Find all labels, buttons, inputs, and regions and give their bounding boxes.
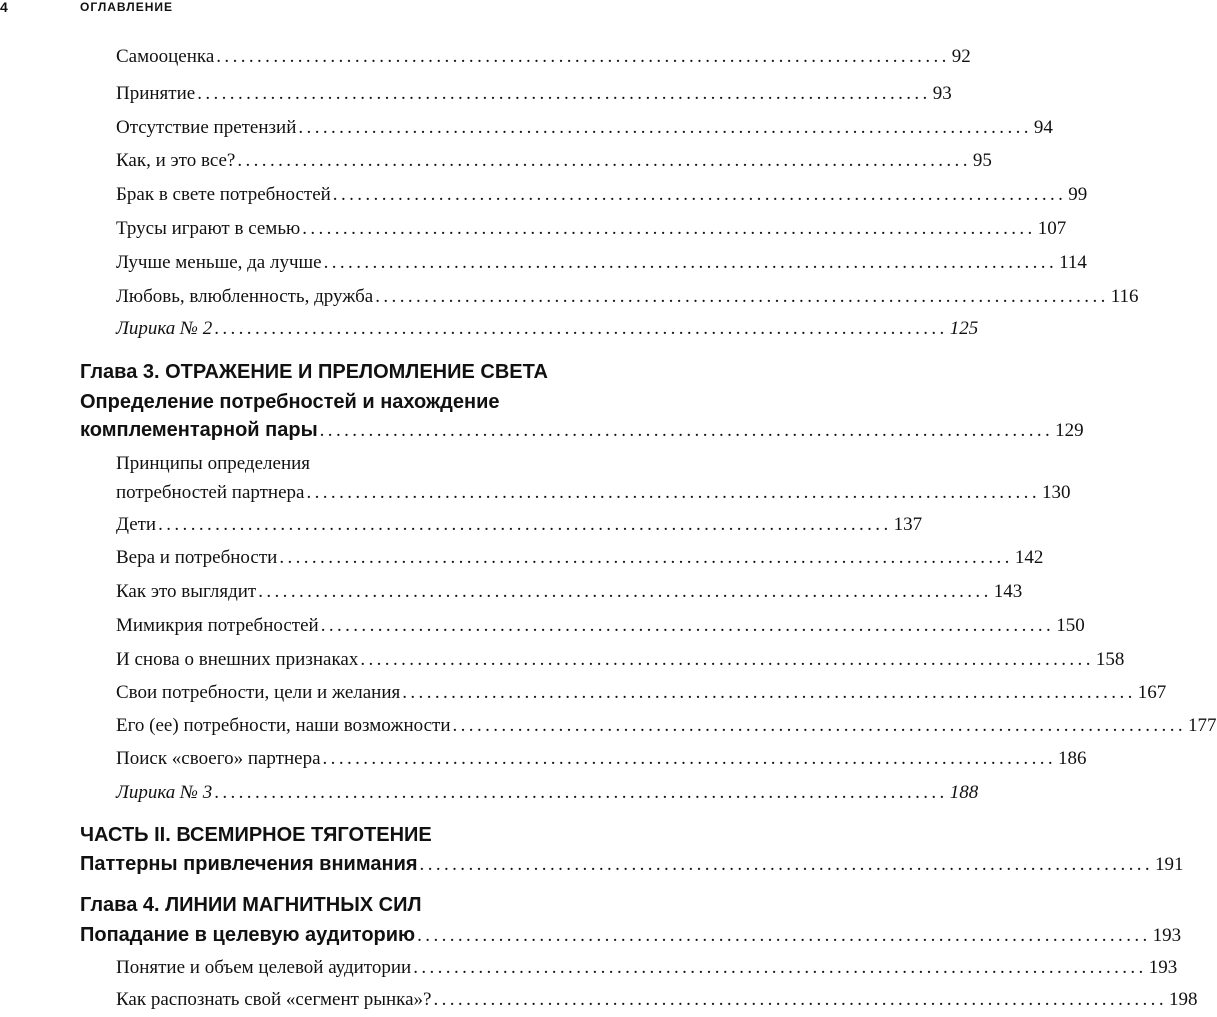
chapter-subtitle: Определение потребностей и нахождение bbox=[80, 391, 500, 413]
dot-leader: .......................................................................................... bbox=[237, 150, 971, 171]
toc-entry-page: 150 bbox=[1056, 615, 1085, 636]
toc-entry-title: Мимикрия потребностей bbox=[116, 615, 319, 636]
dot-leader: .......................................................................................... bbox=[419, 854, 1154, 875]
toc-entry-page: 188 bbox=[949, 782, 979, 803]
toc-entry bbox=[116, 957, 1178, 979]
toc-entry-title: Как, и это все? bbox=[116, 150, 236, 171]
toc-entry-page: 158 bbox=[1095, 649, 1125, 670]
chapter-heading: Глава 3. ОТРАЖЕНИЕ И ПРЕЛОМЛЕНИЕ СВЕТА bbox=[80, 361, 548, 383]
toc-part-entry bbox=[80, 853, 1184, 876]
toc-entry-title: Вера и потребности bbox=[116, 547, 278, 568]
toc-entry bbox=[116, 482, 1071, 504]
toc-entry-title: Понятие и объем целевой аудитории bbox=[116, 957, 412, 978]
toc-entry-title: Как распознать свой «сегмент рынка»? bbox=[116, 989, 432, 1010]
page-header bbox=[0, 0, 620, 20]
toc-entry-page: 129 bbox=[1055, 420, 1084, 441]
dot-leader: .......................................................................................... bbox=[319, 420, 1054, 441]
toc-entry-title: потребностей партнера bbox=[116, 482, 305, 503]
dot-leader: .......................................................................................... bbox=[322, 748, 1057, 769]
toc-entry-title: комплементарной пары bbox=[80, 419, 318, 441]
toc-entry-page: 99 bbox=[1068, 184, 1088, 205]
dot-leader: .......................................................................................... bbox=[360, 649, 1094, 670]
dot-leader: .......................................................................................... bbox=[417, 925, 1151, 946]
dot-leader: .......................................................................................... bbox=[216, 46, 950, 67]
toc-entry-title-line1: Принципы определения bbox=[116, 453, 311, 474]
dot-leader: .......................................................................................... bbox=[214, 318, 948, 339]
toc-entry bbox=[116, 547, 1044, 569]
toc-entry bbox=[116, 682, 1167, 704]
toc-entry-title: Самооценка bbox=[116, 46, 215, 67]
toc-entry-title: И снова о внешних признаках bbox=[116, 649, 359, 670]
toc-entry bbox=[116, 615, 1085, 637]
dot-leader: .......................................................................................... bbox=[197, 83, 931, 104]
toc-entry-page: 107 bbox=[1037, 218, 1067, 239]
toc-entry-page: 186 bbox=[1058, 748, 1087, 769]
toc-entry-page: 92 bbox=[951, 46, 971, 67]
part-heading: ЧАСТЬ II. ВСЕМИРНОЕ ТЯГОТЕНИЕ bbox=[80, 824, 432, 846]
toc-entry-page: 167 bbox=[1137, 682, 1167, 703]
toc-entry bbox=[116, 715, 1217, 737]
dot-leader: .......................................................................................... bbox=[279, 547, 1013, 568]
toc-entry-title: Паттерны привлечения внимания bbox=[80, 853, 418, 875]
toc-entry-page: 116 bbox=[1110, 286, 1139, 307]
toc-entry-page: 191 bbox=[1155, 854, 1184, 875]
toc-entry bbox=[116, 252, 1087, 274]
dot-leader: .......................................................................................... bbox=[452, 715, 1186, 736]
toc-entry-title: Трусы играют в семью bbox=[116, 218, 301, 239]
chapter-heading: Глава 4. ЛИНИИ МАГНИТНЫХ СИЛ bbox=[80, 894, 422, 916]
toc-entry-page: 130 bbox=[1041, 482, 1071, 503]
toc-entry-title: Лучше меньше, да лучше bbox=[116, 252, 322, 273]
dot-leader: .......................................................................................... bbox=[298, 117, 1032, 138]
toc-entry-page: 93 bbox=[932, 83, 952, 104]
dot-leader: .......................................................................................... bbox=[433, 989, 1167, 1010]
toc-entry-page: 114 bbox=[1059, 252, 1087, 273]
toc-entry-title: Дети bbox=[116, 514, 157, 535]
toc-entry bbox=[116, 184, 1088, 206]
toc-entry-page: 142 bbox=[1014, 547, 1044, 568]
toc-entry-page: 177 bbox=[1188, 715, 1217, 736]
toc-entry-page: 198 bbox=[1168, 989, 1198, 1010]
dot-leader: .......................................................................................... bbox=[402, 682, 1136, 703]
toc-entry-title: Как это выглядит bbox=[116, 581, 257, 602]
dot-leader: .......................................................................................... bbox=[158, 514, 892, 535]
toc-entry bbox=[116, 286, 1139, 308]
toc-entry bbox=[116, 218, 1067, 240]
running-head: ОГЛАВЛЕНИЕ bbox=[80, 0, 174, 14]
toc-entry-title: Отсутствие претензий bbox=[116, 117, 297, 138]
toc-entry-title: Любовь, влюбленность, дружба bbox=[116, 286, 374, 307]
toc-entry-title: Принятие bbox=[116, 83, 196, 104]
toc-entry-page: 137 bbox=[893, 514, 923, 535]
toc-entry-title: Свои потребности, цели и желания bbox=[116, 682, 401, 703]
dot-leader: .......................................................................................... bbox=[332, 184, 1067, 205]
toc-entry-page: 193 bbox=[1152, 925, 1182, 946]
dot-leader: .......................................................................................... bbox=[214, 782, 948, 803]
toc-entry-title: Брак в свете потребностей bbox=[116, 184, 331, 205]
page-number: 4 bbox=[0, 0, 8, 15]
toc-entry bbox=[116, 46, 971, 68]
dot-leader: .......................................................................................... bbox=[375, 286, 1109, 307]
toc-entry bbox=[116, 83, 952, 105]
dot-leader: .......................................................................................... bbox=[323, 252, 1058, 273]
toc-chapter-entry bbox=[80, 924, 1182, 947]
toc-entry-title: Его (ее) потребности, наши возможности bbox=[116, 715, 451, 736]
dot-leader: .......................................................................................... bbox=[306, 482, 1040, 503]
toc-entry-title: Лирика № 2 bbox=[116, 318, 213, 339]
toc-entry-title: Попадание в целевую аудиторию bbox=[80, 924, 416, 946]
toc-entry-title: Поиск «своего» партнера bbox=[116, 748, 321, 769]
toc-entry bbox=[116, 514, 923, 536]
toc-entry bbox=[116, 782, 979, 804]
toc-entry-page: 95 bbox=[972, 150, 992, 171]
toc-entry-page: 193 bbox=[1148, 957, 1178, 978]
dot-leader: .......................................................................................... bbox=[320, 615, 1055, 636]
toc-chapter-entry bbox=[80, 419, 1084, 442]
toc-entry bbox=[116, 150, 992, 172]
dot-leader: .......................................................................................... bbox=[413, 957, 1147, 978]
dot-leader: .......................................................................................... bbox=[302, 218, 1036, 239]
toc-entry-page: 125 bbox=[949, 318, 979, 339]
toc-entry bbox=[116, 318, 979, 340]
toc-entry bbox=[116, 117, 1053, 139]
toc-entry bbox=[116, 748, 1087, 770]
toc-entry-page: 143 bbox=[993, 581, 1023, 602]
toc-entry bbox=[116, 581, 1023, 603]
toc-entry bbox=[116, 989, 1198, 1011]
toc-entry-title: Лирика № 3 bbox=[116, 782, 213, 803]
toc-entry-page: 94 bbox=[1033, 117, 1053, 138]
dot-leader: .......................................................................................... bbox=[258, 581, 992, 602]
toc-entry bbox=[116, 649, 1125, 671]
